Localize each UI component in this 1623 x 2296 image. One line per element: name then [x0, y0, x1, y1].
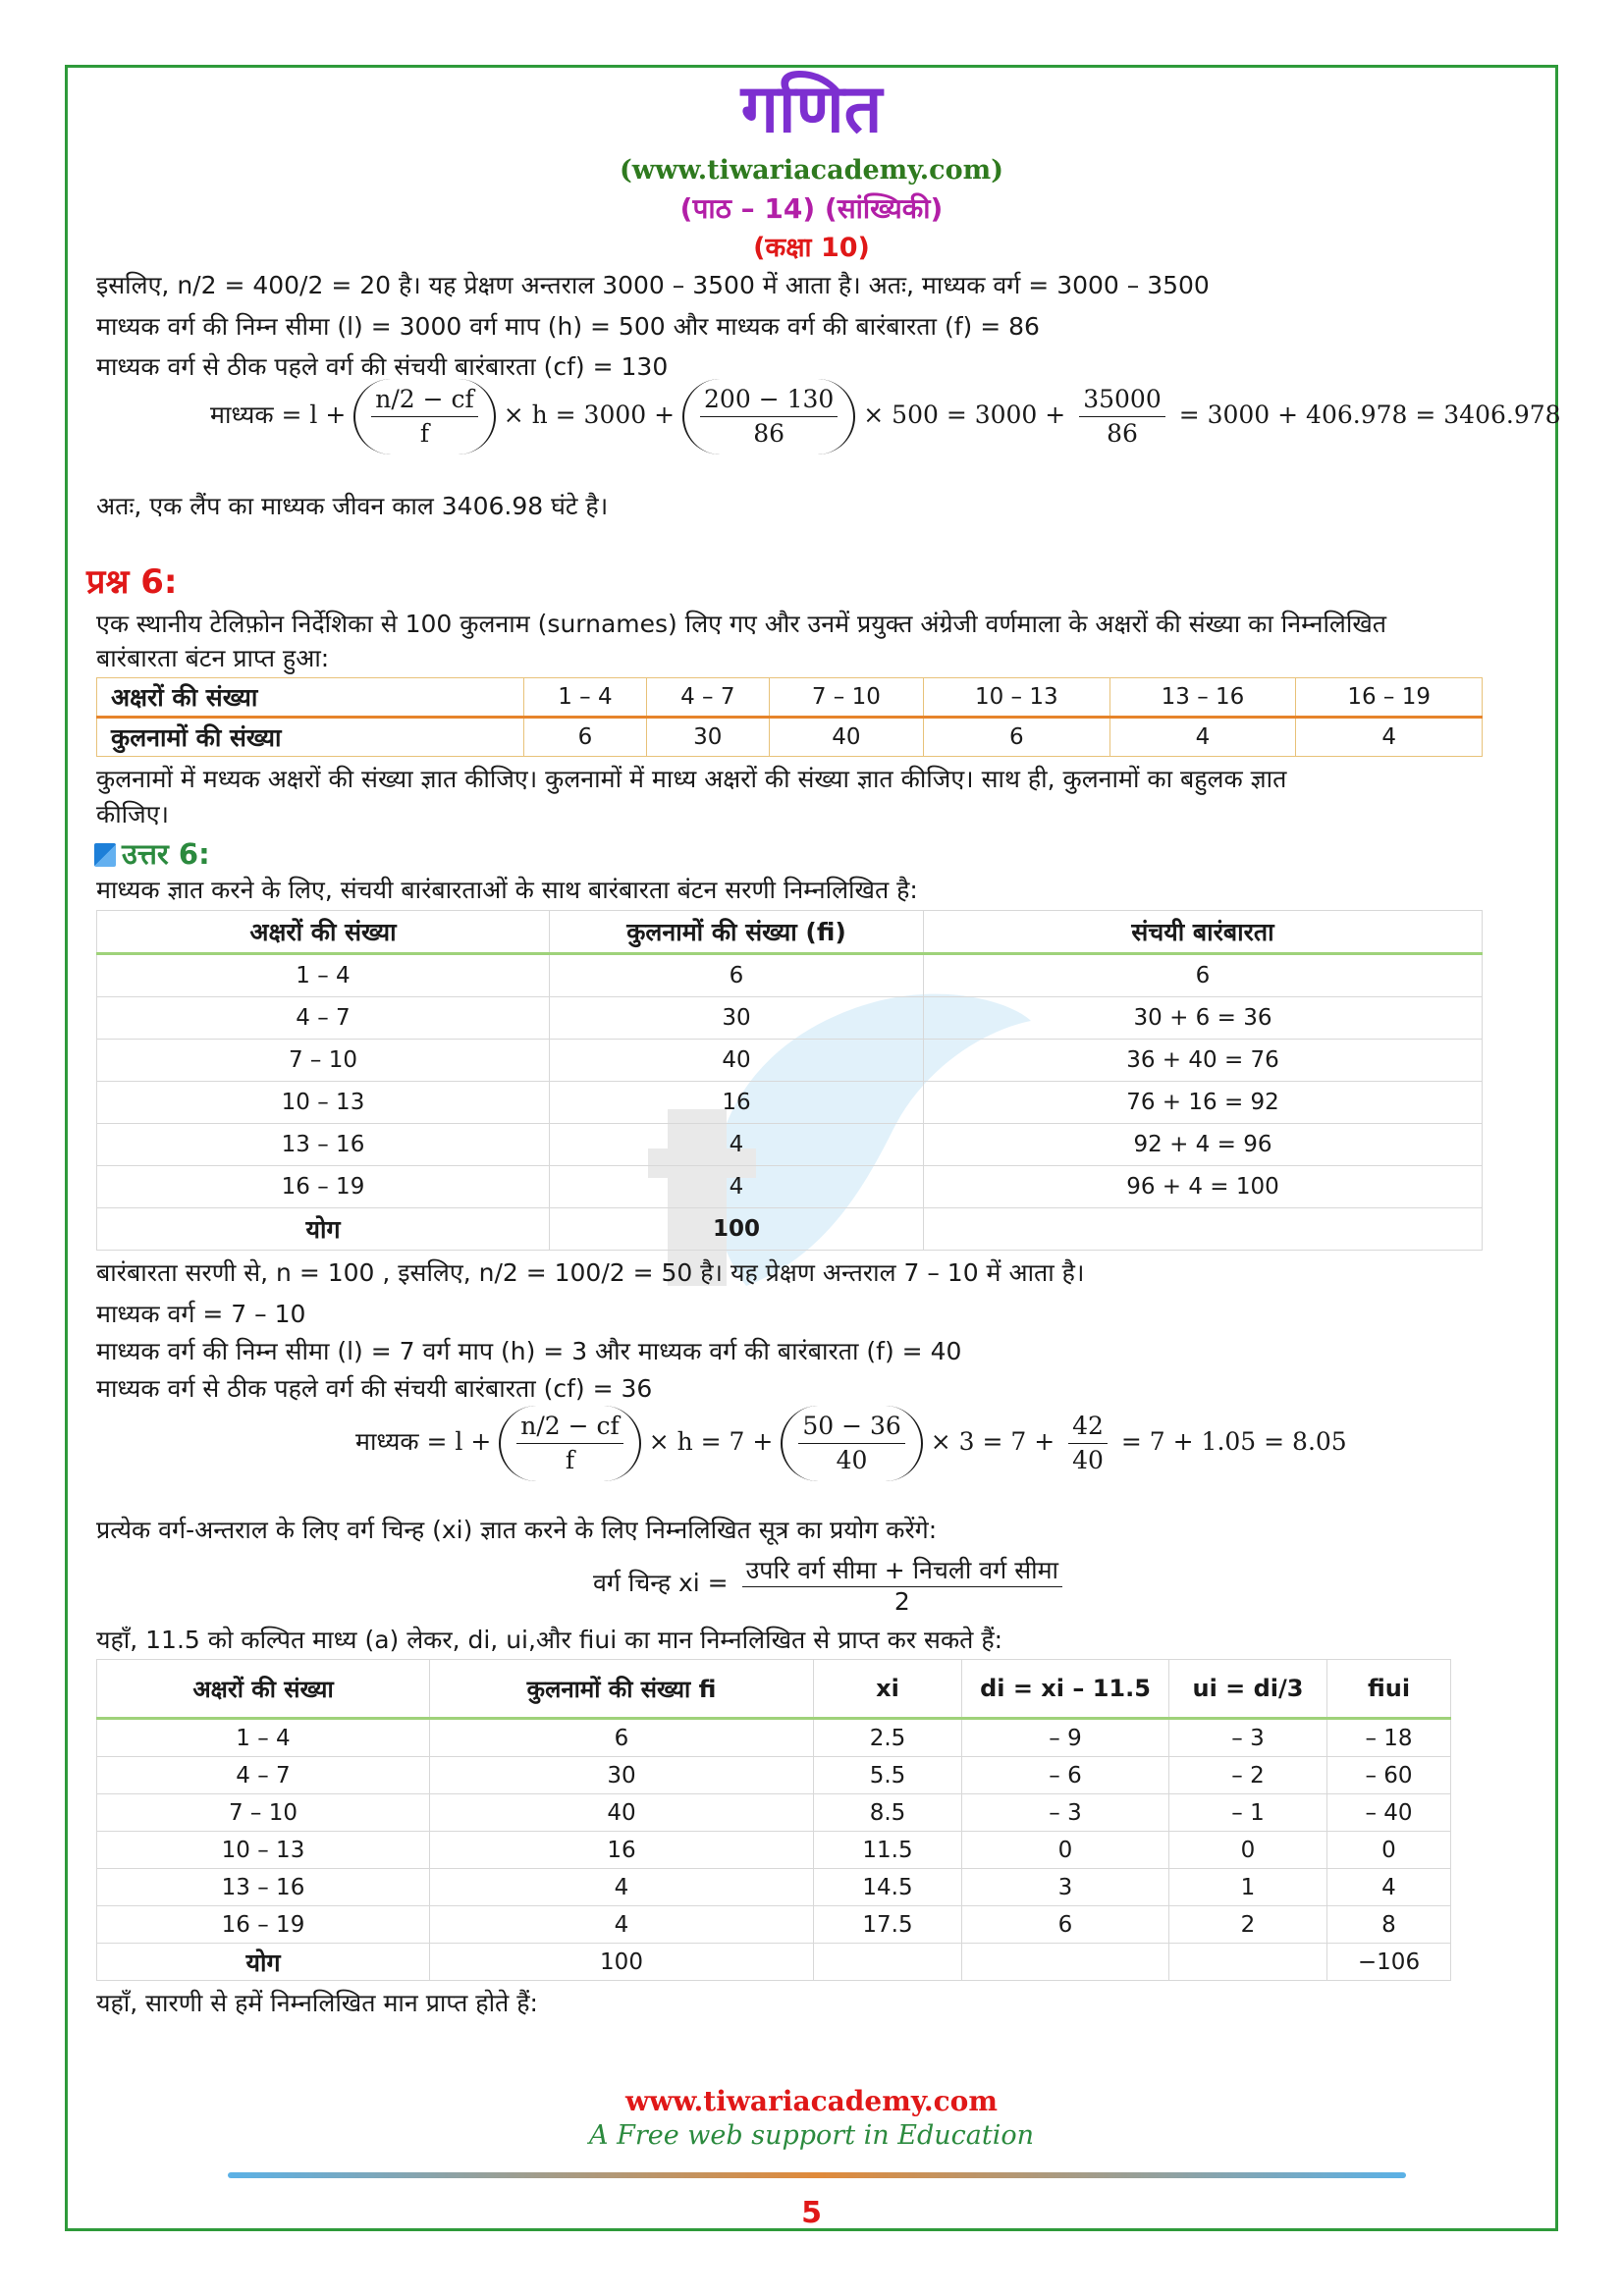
table-row [97, 1719, 1451, 1757]
table-row [97, 1166, 1483, 1208]
answer-median-class: माध्यक वर्ग = 7 – 10 [96, 1300, 306, 1328]
table-cell: – 40 [1327, 1794, 1451, 1832]
formula-label: माध्यक [210, 400, 274, 429]
footer-site-link[interactable]: www.tiwariacademy.com [625, 2085, 998, 2117]
table-cell: – 18 [1327, 1719, 1451, 1757]
prev-line-2: माध्यक वर्ग की निम्न सीमा (l) = 3000 वर्ग माप (h) = 500 और माध्यक वर्ग की बारंबारता (f) = 86 [96, 312, 1040, 341]
formula-part: = l + [281, 400, 347, 429]
table-cell: 17.5 [814, 1906, 962, 1944]
prev-median-formula [210, 379, 1561, 454]
prev-line-1: इसलिए, n/2 = 400/2 = 20 है। यह प्रेक्षण अन्तराल 3000 – 3500 में आता है। अतः, माध्यक वर्ग = 3000 – 3500 [96, 271, 1210, 299]
answer-label: उत्तर 6: [122, 837, 210, 871]
formula-part: × 3 = 7 + [930, 1427, 1055, 1456]
table-cell: 7 – 10 [97, 1794, 430, 1832]
table-cell: 30 [646, 718, 769, 757]
table-cell: 1 – 4 [97, 1719, 430, 1757]
table-cell: 4 [430, 1869, 814, 1906]
book-icon [94, 843, 116, 867]
footer-divider [228, 2172, 1406, 2178]
frac-numerator: 50 − 36 [798, 1410, 904, 1444]
table-row [97, 1124, 1483, 1166]
table-cell: 13 – 16 [97, 1869, 430, 1906]
table-row [97, 997, 1483, 1040]
frac-denominator: 40 [1072, 1446, 1104, 1474]
table-cell: 100 [550, 1208, 924, 1251]
table-header: xi [814, 1660, 962, 1719]
table-cell: 7 – 10 [97, 1040, 550, 1082]
formula-part: × h = 3000 + [503, 400, 676, 429]
table-cell: 2 [1169, 1906, 1327, 1944]
table-cell: – 2 [1169, 1757, 1327, 1794]
table-cell: 4 [1296, 718, 1483, 757]
table-header: अक्षरों की संख्या [97, 1660, 430, 1719]
table-cell: 6 [924, 954, 1483, 997]
table-row [97, 954, 1483, 997]
prev-line-3: माध्यक वर्ग से ठीक पहले वर्ग की संचयी बारंबारता (cf) = 130 [96, 352, 669, 381]
table-cell: 4 [1327, 1869, 1451, 1906]
table-row [97, 1869, 1451, 1906]
answer-intro: माध्यक ज्ञात करने के लिए, संचयी बारंबारताओं के साथ बारंबारता बंटन सरणी निम्नलिखित है: [96, 876, 918, 904]
table-cell: 1 [1169, 1869, 1327, 1906]
formula-label: वर्ग चिन्ह xi = [593, 1569, 729, 1597]
table-cell: 4 – 7 [646, 678, 769, 718]
question-text-2: बारंबारता बंटन प्राप्त हुआ: [96, 644, 330, 672]
table-cell: 10 – 13 [97, 1832, 430, 1869]
table-cell: 16 – 19 [97, 1166, 550, 1208]
table-cell: 10 – 13 [923, 678, 1109, 718]
table-cell: 8.5 [814, 1794, 962, 1832]
table-cell: 16 [430, 1832, 814, 1869]
table-cell: 16 [550, 1082, 924, 1124]
table-header: कुलनामों की संख्या fi [430, 1660, 814, 1719]
table-cell: योग [97, 1944, 430, 1981]
table-cell: 7 – 10 [769, 678, 923, 718]
table-cell: 16 – 19 [97, 1906, 430, 1944]
answer-limits: माध्यक वर्ग की निम्न सीमा (l) = 7 वर्ग माप (h) = 3 और माध्यक वर्ग की बारंबारता (f) = 40 [96, 1337, 962, 1365]
table-cell: 6 [550, 954, 924, 997]
assumed-mean-intro: यहाँ, 11.5 को कल्पित माध्य (a) लेकर, di, ui,और fiui का मान निम्नलिखित से प्राप्त कर सकते हैं: [96, 1626, 1003, 1654]
table-cell: 6 [524, 718, 647, 757]
question-label: प्रश्न 6: [86, 562, 178, 602]
table-cell: 100 [430, 1944, 814, 1981]
frac-denominator: 40 [836, 1446, 868, 1474]
table-cell: 4 [550, 1124, 924, 1166]
table-cell: 0 [1327, 1832, 1451, 1869]
table-cell: 5.5 [814, 1757, 962, 1794]
prev-conclusion: अतः, एक लैंप का माध्यक जीवन काल 3406.98 घंटे है। [96, 492, 609, 520]
table-row [97, 1906, 1451, 1944]
question-frequency-table [96, 677, 1483, 757]
footer-tagline: A Free web support in Education [589, 2120, 1034, 2151]
table-cell [1169, 1944, 1327, 1981]
median-formula [355, 1406, 1347, 1481]
formula-label: माध्यक [355, 1427, 419, 1456]
frac-numerator: 42 [1068, 1410, 1108, 1444]
table-cell [924, 1208, 1483, 1251]
class-mark-formula [593, 1553, 1068, 1616]
frac-denominator: 86 [1107, 419, 1138, 448]
table-cell: 36 + 40 = 76 [924, 1040, 1483, 1082]
table-cell: −106 [1327, 1944, 1451, 1981]
formula-part: × 500 = 3000 + [863, 400, 1066, 429]
frac-numerator: 35000 [1079, 383, 1165, 417]
table-cell: 1 – 4 [524, 678, 647, 718]
cumulative-frequency-table [96, 910, 1483, 1251]
answer-label-wrap [94, 834, 210, 873]
table-row [97, 718, 1483, 757]
question-ask-1: कुलनामों में मध्यक अक्षरों की संख्या ज्ञात कीजिए। कुलनामों में माध्य अक्षरों की संख्या ज्ञात कीजिए। साथ ही, कुलनामों का बहुलक ज्ञात [96, 765, 1287, 793]
table-cell: 4 – 7 [97, 1757, 430, 1794]
question-ask-2: कीजिए। [96, 800, 170, 828]
frac-denominator: f [565, 1446, 575, 1474]
formula-result: = 3000 + 406.978 = 3406.978 [1178, 400, 1561, 429]
table-cell: 4 [550, 1166, 924, 1208]
table-header: ui = di/3 [1169, 1660, 1327, 1719]
table-cell: कुलनामों की संख्या [97, 718, 524, 757]
mark-intro: प्रत्येक वर्ग-अन्तराल के लिए वर्ग चिन्ह (xi) ज्ञात करने के लिए निम्नलिखित सूत्र का प्रयोग करेंगे: [96, 1516, 938, 1544]
table-cell: 96 + 4 = 100 [924, 1166, 1483, 1208]
table-cell: 30 [550, 997, 924, 1040]
table-header: di = xi – 11.5 [962, 1660, 1169, 1719]
table-row [97, 1757, 1451, 1794]
table-cell: 76 + 16 = 92 [924, 1082, 1483, 1124]
table-cell: 6 [430, 1719, 814, 1757]
frac-numerator: 200 − 130 [700, 383, 838, 417]
header-site: (www.tiwariacademy.com) [620, 155, 1003, 186]
table-cell: 92 + 4 = 96 [924, 1124, 1483, 1166]
table-header-row [97, 911, 1483, 954]
table-row [97, 1082, 1483, 1124]
table-cell: 10 – 13 [97, 1082, 550, 1124]
table-cell: 40 [769, 718, 923, 757]
table-cell: 4 [1109, 718, 1296, 757]
formula-part: × h = 7 + [648, 1427, 774, 1456]
table-cell: 40 [550, 1040, 924, 1082]
formula-result: = 7 + 1.05 = 8.05 [1120, 1427, 1347, 1456]
frac-numerator: n/2 − cf [516, 1410, 623, 1444]
table-cell: 8 [1327, 1906, 1451, 1944]
table-cell: – 1 [1169, 1794, 1327, 1832]
table-cell [962, 1944, 1169, 1981]
table-cell: 1 – 4 [97, 954, 550, 997]
table-header: अक्षरों की संख्या [97, 911, 550, 954]
table-cell: 2.5 [814, 1719, 962, 1757]
chapter-label: (पाठ – 14) (सांख्यिकी) [679, 192, 944, 225]
frac-denominator: f [419, 419, 430, 448]
table-total-row [97, 1208, 1483, 1251]
frac-denominator: 2 [893, 1587, 910, 1616]
table-cell: 3 [962, 1869, 1169, 1906]
table-row [97, 678, 1483, 718]
table-cell: 4 [430, 1906, 814, 1944]
table-header: कुलनामों की संख्या (fi) [550, 911, 924, 954]
frac-numerator: उपरि वर्ग सीमा + निचली वर्ग सीमा [742, 1553, 1062, 1587]
table-total-row [97, 1944, 1451, 1981]
frac-denominator: 86 [753, 419, 785, 448]
table-row [97, 1040, 1483, 1082]
table-header: fiui [1327, 1660, 1451, 1719]
table-cell: 14.5 [814, 1869, 962, 1906]
table-cell: 40 [430, 1794, 814, 1832]
table-cell: अक्षरों की संख्या [97, 678, 524, 718]
page-title: गणित [740, 71, 883, 148]
table-cell: 4 – 7 [97, 997, 550, 1040]
table-cell: 13 – 16 [1109, 678, 1296, 718]
table-row [97, 1832, 1451, 1869]
formula-part: = l + [426, 1427, 492, 1456]
table-cell: – 9 [962, 1719, 1169, 1757]
final-line: यहाँ, सारणी से हमें निम्नलिखित मान प्राप्त होते हैं: [96, 1989, 538, 2017]
table-cell: 30 [430, 1757, 814, 1794]
table-cell: 30 + 6 = 36 [924, 997, 1483, 1040]
class-label: (कक्षा 10) [753, 233, 870, 263]
table-cell: – 3 [1169, 1719, 1327, 1757]
table-row [97, 1794, 1451, 1832]
table-cell [814, 1944, 962, 1981]
question-text-1: एक स्थानीय टेलिफ़ोन निर्देशिका से 100 कुलनाम (surnames) लिए गए और उनमें प्रयुक्त अंग्रेजी वर्णमाला के अक्षरों की संख्या का निम्नलिखित [96, 610, 1387, 638]
table-header-row [97, 1660, 1451, 1719]
table-cell: 6 [962, 1906, 1169, 1944]
table-cell: 13 – 16 [97, 1124, 550, 1166]
table-cell: – 60 [1327, 1757, 1451, 1794]
table-cell: 11.5 [814, 1832, 962, 1869]
table-cell: – 3 [962, 1794, 1169, 1832]
page-number: 5 [801, 2196, 822, 2230]
table-header: संचयी बारंबारता [924, 911, 1483, 954]
table-cell: 6 [923, 718, 1109, 757]
frac-numerator: n/2 − cf [371, 383, 478, 417]
answer-cf-line: माध्यक वर्ग से ठीक पहले वर्ग की संचयी बारंबारता (cf) = 36 [96, 1374, 653, 1403]
step-deviation-table [96, 1659, 1451, 1981]
table-cell: 0 [962, 1832, 1169, 1869]
table-cell: योग [97, 1208, 550, 1251]
table-cell: – 6 [962, 1757, 1169, 1794]
answer-n-line: बारंबारता सरणी से, n = 100 , इसलिए, n/2 = 100/2 = 50 है। यह प्रेक्षण अन्तराल 7 – 10 में आता है। [96, 1258, 1085, 1287]
table-cell: 16 – 19 [1296, 678, 1483, 718]
table-cell: 0 [1169, 1832, 1327, 1869]
